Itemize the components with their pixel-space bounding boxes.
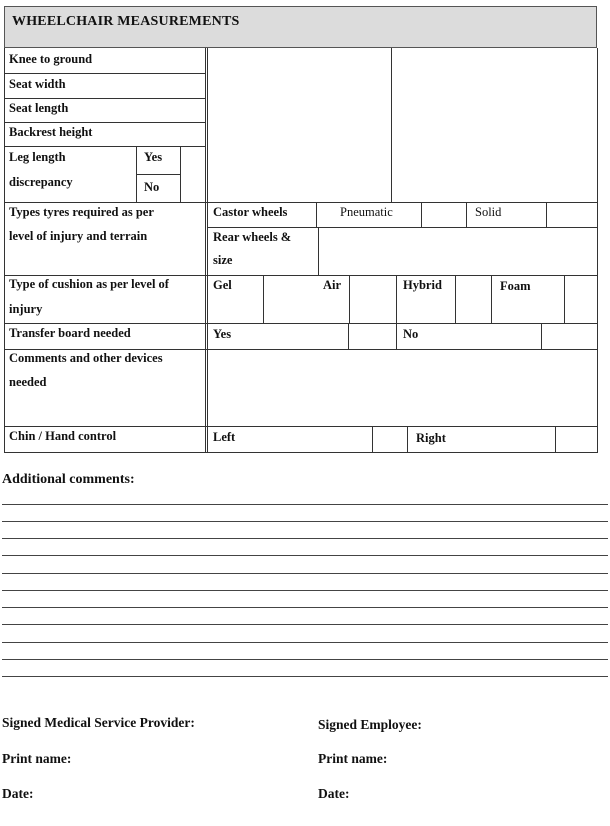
label-hybrid: Hybrid bbox=[403, 278, 442, 292]
label-castor-wheels: Castor wheels bbox=[213, 205, 288, 219]
comment-line[interactable] bbox=[2, 590, 608, 591]
label-leg-no: No bbox=[144, 180, 160, 194]
label-foam: Foam bbox=[500, 279, 531, 293]
label-air: Air bbox=[323, 278, 342, 292]
comment-line[interactable] bbox=[2, 538, 608, 539]
comment-line[interactable] bbox=[2, 659, 608, 660]
label-rear-wheels: Rear wheels & bbox=[213, 230, 292, 244]
comment-line[interactable] bbox=[2, 642, 608, 643]
additional-comments-heading: Additional comments: bbox=[2, 472, 135, 487]
label-comments-2: needed bbox=[9, 375, 47, 389]
label-rear-wheels-size: size bbox=[213, 253, 233, 267]
comment-line[interactable] bbox=[2, 521, 608, 522]
signed-medical-provider-label: Signed Medical Service Provider: bbox=[2, 715, 195, 730]
label-comments-1: Comments and other devices bbox=[9, 351, 163, 365]
date-left-label: Date: bbox=[2, 786, 34, 801]
label-leg-yes: Yes bbox=[144, 150, 163, 164]
label-seat-length: Seat length bbox=[9, 101, 69, 115]
comment-line[interactable] bbox=[2, 573, 608, 574]
comment-line[interactable] bbox=[2, 555, 608, 556]
label-transfer-yes: Yes bbox=[213, 327, 232, 341]
print-name-right-label: Print name: bbox=[318, 751, 388, 766]
label-transfer-no: No bbox=[403, 327, 419, 341]
form-title: WHEELCHAIR MEASUREMENTS bbox=[12, 14, 240, 29]
label-gel: Gel bbox=[213, 278, 232, 292]
comment-line[interactable] bbox=[2, 624, 608, 625]
label-solid: Solid bbox=[475, 205, 502, 219]
label-left: Left bbox=[213, 430, 236, 444]
label-knee-to-ground: Knee to ground bbox=[9, 52, 93, 66]
label-cushion-1: Type of cushion as per level of bbox=[9, 277, 169, 291]
label-backrest-height: Backrest height bbox=[9, 125, 93, 139]
signed-employee-label: Signed Employee: bbox=[318, 717, 422, 732]
label-transfer-board: Transfer board needed bbox=[9, 326, 131, 340]
label-pneumatic: Pneumatic bbox=[340, 205, 393, 219]
label-leg-length: Leg length bbox=[9, 150, 66, 164]
date-right-label: Date: bbox=[318, 786, 350, 801]
comment-line[interactable] bbox=[2, 504, 608, 505]
label-cushion-2: injury bbox=[9, 302, 43, 316]
label-leg-discrepancy: discrepancy bbox=[9, 175, 73, 189]
comment-line[interactable] bbox=[2, 676, 608, 677]
table-header bbox=[4, 6, 597, 48]
label-chin-hand-control: Chin / Hand control bbox=[9, 429, 117, 443]
label-seat-width: Seat width bbox=[9, 77, 66, 91]
label-right: Right bbox=[416, 431, 446, 445]
label-tyres-1: Types tyres required as per bbox=[9, 205, 154, 219]
label-tyres-2: level of injury and terrain bbox=[9, 229, 148, 243]
comment-line[interactable] bbox=[2, 607, 608, 608]
print-name-left-label: Print name: bbox=[2, 751, 72, 766]
